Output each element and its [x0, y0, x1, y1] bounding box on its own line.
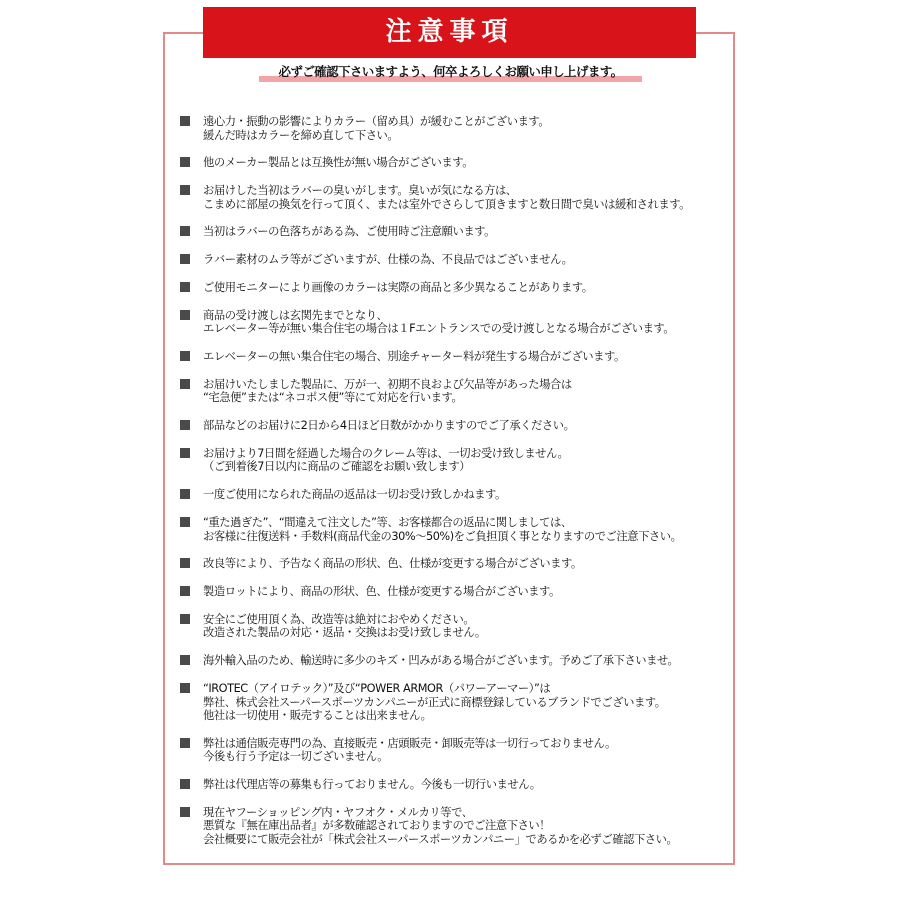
notice-text-line: 商品の受け渡しは玄関先までとなり、 [203, 308, 388, 322]
notice-text-line: 他のメーカー製品とは互換性が無い場合がございます。 [203, 156, 474, 170]
square-bullet-icon [180, 655, 190, 665]
notice-item [180, 488, 740, 502]
notice-item [180, 115, 740, 142]
notice-text-line: 製造ロットにより、商品の形状、色、仕様が変更する場合がございます。 [203, 585, 560, 599]
notice-item [180, 419, 740, 433]
notice-item [180, 184, 740, 211]
notice-item [180, 350, 740, 364]
notice-item [180, 557, 740, 571]
notice-item [180, 253, 740, 267]
notice-item [180, 682, 740, 723]
notice-text-line: 安全にご使用頂く為、改造等は絶対におやめください。 [203, 612, 475, 626]
notice-item [180, 778, 740, 792]
notice-item [180, 613, 740, 640]
square-bullet-icon [180, 614, 190, 624]
notice-text-line: 弊社、株式会社スーパースポーツカンパニーが正式に商標登録しているブランドでございます。 [203, 695, 666, 709]
notice-item [180, 309, 740, 336]
notice-text-line: お届けより7日間を経過した場合のクレーム等は、一切お受け致しません。 [203, 446, 569, 460]
notice-text-line: 緩んだ時はカラーを締め直して下さい。 [203, 128, 399, 142]
notice-text-line: 悪質な『無在庫出品者』が多数確認されておりますのでご注意下さい！ [203, 819, 551, 833]
notice-text-line: 会社概要にて販売会社が「株式会社スーパースポーツカンパニー」であるかを必ずご確認下さい。 [203, 832, 678, 846]
square-bullet-icon [180, 779, 190, 789]
notice-text-line: ラバー素材のムラ等がございますが、仕様の為、不良品ではございません。 [203, 253, 573, 267]
notice-item [180, 654, 740, 668]
notice-text-line: エレベーターの無い集合住宅の場合、別途チャーター料が発生する場合がございます。 [203, 350, 625, 364]
square-bullet-icon [180, 226, 190, 236]
notice-text-line: お届けいたしました製品に、万が一、初期不良および欠品等があった場合は [203, 377, 572, 391]
notice-item [180, 156, 740, 170]
notice-text-line: お届けした当初はラバーの臭いがします。臭いが気になる方は、 [203, 184, 517, 198]
notice-item [180, 585, 740, 599]
notice-item [180, 447, 740, 474]
notice-text-line: お客様に往復送料・手数料(商品代金の30%〜50%)をご負担頂く事となりますのでご注意下さい。 [203, 529, 682, 543]
square-bullet-icon [180, 282, 190, 292]
square-bullet-icon [180, 310, 190, 320]
notice-text-line: “宅急便”または“ネコポス便”等にて対応を行います。 [203, 391, 463, 405]
notice-text-line: “IROTEC（アイロテック）”及び“POWER ARMOR（パワーアーマー）”は [203, 682, 551, 696]
square-bullet-icon [180, 489, 190, 499]
notice-item [180, 516, 740, 543]
square-bullet-icon [180, 351, 190, 361]
square-bullet-icon [180, 807, 190, 817]
square-bullet-icon [180, 586, 190, 596]
notice-text-line: 他社は一切使用・販売することは出来ません。 [203, 709, 432, 723]
notice-text-line: 海外輸入品のため、輸送時に多少のキズ・凹みがある場合がございます。予めご了承下さいませ。 [203, 654, 679, 668]
notice-text-line: 改造された製品の対応・返品・交換はお受け致しません。 [203, 626, 486, 640]
notice-text-line: 現在ヤフーショッピング内・ヤフオク・メルカリ等で、 [203, 805, 473, 819]
notice-text-line: ご使用モニターにより画像のカラーは実際の商品と多少異なることがあります。 [203, 280, 593, 294]
square-bullet-icon [180, 185, 190, 195]
square-bullet-icon [180, 517, 190, 527]
notice-text-line: 弊社は通信販売専門の為、直接販売・店頭販売・卸販売等は一切行っておりません。 [203, 736, 616, 750]
notice-text-line: 部品などのお届けに2日から4日ほど日数がかかりますのでご了承ください。 [203, 419, 575, 433]
notice-text-line: 改良等により、予告なく商品の形状、色、仕様が変更する場合がございます。 [203, 557, 582, 571]
square-bullet-icon [180, 420, 190, 430]
square-bullet-icon [180, 116, 190, 126]
page-subtitle: 必ずご確認下さいますよう、何卒よろしくお願い申し上げます。 [278, 64, 623, 79]
notice-text-line: 一度ご使用になられた商品の返品は一切お受け致しかねます。 [203, 488, 506, 502]
notice-text-line: 当初はラバーの色落ちがある為、ご使用時ご注意願います。 [203, 225, 495, 239]
square-bullet-icon [180, 558, 190, 568]
notice-item [180, 806, 740, 847]
notice-text-line: 弊社は代理店等の募集も行っておりません。今後も一切行いません。 [203, 778, 541, 792]
notice-item [180, 225, 740, 239]
notice-text-line: こまめに部屋の換気を行って頂く、または室外でさらして頂きますと数日間で臭いは緩和されます。 [203, 197, 690, 211]
notice-text-line: 遠心力・振動の影響によりカラー（留め具）が緩むことがございます。 [203, 115, 550, 128]
notice-text-line: “重た過ぎた”、“間違えて注文した”等、お客様都合の返品に関しましては、 [203, 516, 572, 530]
page-title: 注意事項 [203, 7, 696, 58]
square-bullet-icon [180, 157, 190, 167]
square-bullet-icon [180, 738, 190, 748]
square-bullet-icon [180, 683, 190, 693]
notice-text-line: （ご到着後7日以内に商品のご確認をお願い致します） [203, 460, 471, 474]
square-bullet-icon [180, 379, 190, 389]
notice-item [180, 737, 740, 764]
square-bullet-icon [180, 254, 190, 264]
notice-text-line: 今後も行う予定は一切ございません。 [203, 750, 389, 764]
notice-text-line: エレベーター等が無い集合住宅の場合は１Fエントランスでの受け渡しとなる場合がございます。 [203, 322, 675, 336]
notice-item [180, 378, 740, 405]
square-bullet-icon [180, 448, 190, 458]
notice-list [180, 115, 740, 861]
notice-item [180, 281, 740, 295]
